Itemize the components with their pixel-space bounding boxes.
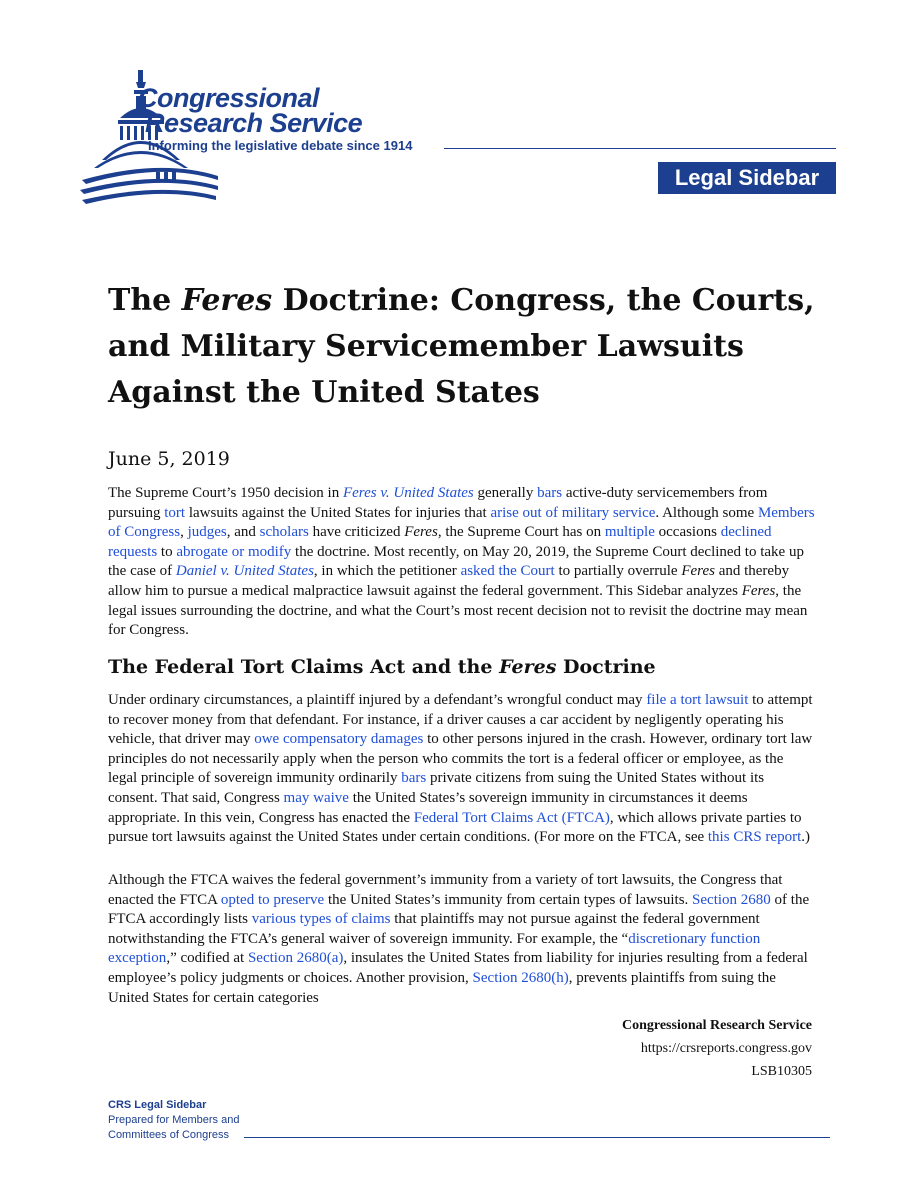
link-file-a-tort-lawsuit[interactable]: file a tort lawsuit	[646, 692, 749, 708]
link-owe-compensatory-damages[interactable]: owe compensatory damages	[254, 731, 424, 748]
footer-report-id: LSB10305	[751, 1064, 812, 1079]
footer-prepared-line2: Committees of Congress	[108, 1129, 230, 1141]
page-title: The Feres Doctrine: Congress, the Courts, and Military Servicemember Lawsuits Against the United States	[108, 283, 815, 410]
link-section-2680[interactable]: Section 2680	[692, 891, 771, 908]
section-heading-ftca: The Federal Tort Claims Act and the Feres Doctrine	[108, 656, 656, 678]
footer-prepared-line1: Prepared for Members and	[108, 1114, 240, 1126]
publication-date: June 5, 2019	[108, 448, 230, 470]
link-daniel-v-us[interactable]: Daniel v. United States	[175, 563, 314, 580]
footer-series-label	[108, 1098, 239, 1143]
logo-wordmark-line2: Research Service	[145, 108, 363, 138]
link-asked-the-court[interactable]: asked the Court	[460, 563, 555, 580]
link-opted-to-preserve[interactable]: opted to preserve	[220, 891, 325, 908]
link-this-crs-report[interactable]: this CRS report	[707, 829, 802, 846]
link-arise-out-of-military-service[interactable]: arise out of military service	[490, 504, 656, 521]
link-members-of-congress[interactable]: Members of Congress	[108, 504, 815, 541]
link-various-types-of-claims[interactable]: various types of claims	[251, 911, 391, 928]
link-section-2680a[interactable]: Section 2680(a)	[247, 950, 344, 967]
link-multiple[interactable]: multiple	[604, 524, 655, 541]
link-ftca[interactable]: Federal Tort Claims Act (FTCA)	[413, 809, 610, 826]
link-abrogate-or-modify[interactable]: abrogate or modify	[176, 543, 292, 560]
link-may-waive[interactable]: may waive	[283, 789, 349, 806]
footer-citation	[622, 1014, 812, 1083]
footer-rule	[244, 1137, 830, 1138]
legal-sidebar-badge: Legal Sidebar	[658, 162, 836, 194]
intro-paragraph: The Supreme Court’s 1950 decision in Feres v. United States generally bars active-duty servicemembers from pursuing tort lawsuits against the United States for injuries that arise out of military service. Although some Members of Congress, judges, and scholars have criticized Feres, the Supreme Court has on multiple occasions declined requests to abrogate or modify the doctrine. Most recently, on May 20, 2019, the Supreme Court declined to take up the case of Daniel v. United States, in which the petitioner asked the Court to partially overrule Feres and thereby allow him to pursue a medical malpractice lawsuit against the federal government. This Sidebar analyzes Feres, the legal issues surrounding the doctrine, and what the Court’s most recent decision not to revisit the doctrine may mean for Congress.	[108, 485, 815, 639]
link-scholars[interactable]: scholars	[259, 524, 309, 541]
link-tort[interactable]: tort	[164, 504, 186, 521]
logo-tagline: Informing the legislative debate since 1914	[148, 138, 413, 153]
link-feres-v-us[interactable]: Feres v. United States	[342, 485, 474, 501]
footer-url[interactable]: https://crsreports.congress.gov	[640, 1041, 812, 1056]
ftca-paragraph: Under ordinary circumstances, a plaintiff injured by a defendant’s wrongful conduct may file a tort lawsuit to attempt to recover money from that defendant. For instance, if a driver causes a car accident by negligently operating his vehicle, that driver may owe compensatory damages to other persons injured in the crash. However, ordinary tort law principles do not necessarily apply when the person who commits the tort is a federal officer or employee, as the legal principle of sovereign immunity ordinarily bars private citizens from suing the United States without its consent. That said, Congress may waive the United States’s sovereign immunity in circumstances it deems appropriate. In this vein, Congress has enacted the Federal Tort Claims Act (FTCA), which allows private parties to pursue tort lawsuits against the United States under certain conditions. (For more on the FTCA, see this CRS report.)	[108, 692, 813, 846]
link-section-2680h[interactable]: Section 2680(h)	[472, 969, 569, 986]
exceptions-paragraph: Although the FTCA waives the federal government’s immunity from a variety of tort lawsuits, the Congress that enacted the FTCA opted to preserve the United States’s immunity from certain types of lawsuits. Section 2680 of the FTCA accordingly lists various types of claims that plaintiffs may not pursue against the federal government notwithstanding the FTCA’s general waiver of sovereign immunity. For example, the “discretionary function exception,” codified at Section 2680(a), insulates the United States from liability for injuries resulting from a federal employee’s policy judgments or choices. Another provision, Section 2680(h), prevents plaintiffs from suing the United States for certain categories	[108, 872, 810, 1006]
logo-wordmark-line1: Congressional	[138, 83, 320, 113]
footer-org: Congressional Research Service	[621, 1018, 812, 1033]
header-rule	[444, 148, 836, 149]
link-discretionary-function-exception[interactable]: discretionary function exception	[108, 930, 761, 967]
link-bars-sovereign[interactable]: bars	[401, 770, 427, 787]
footer-series-title: CRS Legal Sidebar	[108, 1099, 207, 1111]
link-bars[interactable]: bars	[537, 485, 563, 501]
link-judges[interactable]: judges	[187, 524, 227, 541]
link-declined-requests[interactable]: declined requests	[108, 524, 772, 560]
